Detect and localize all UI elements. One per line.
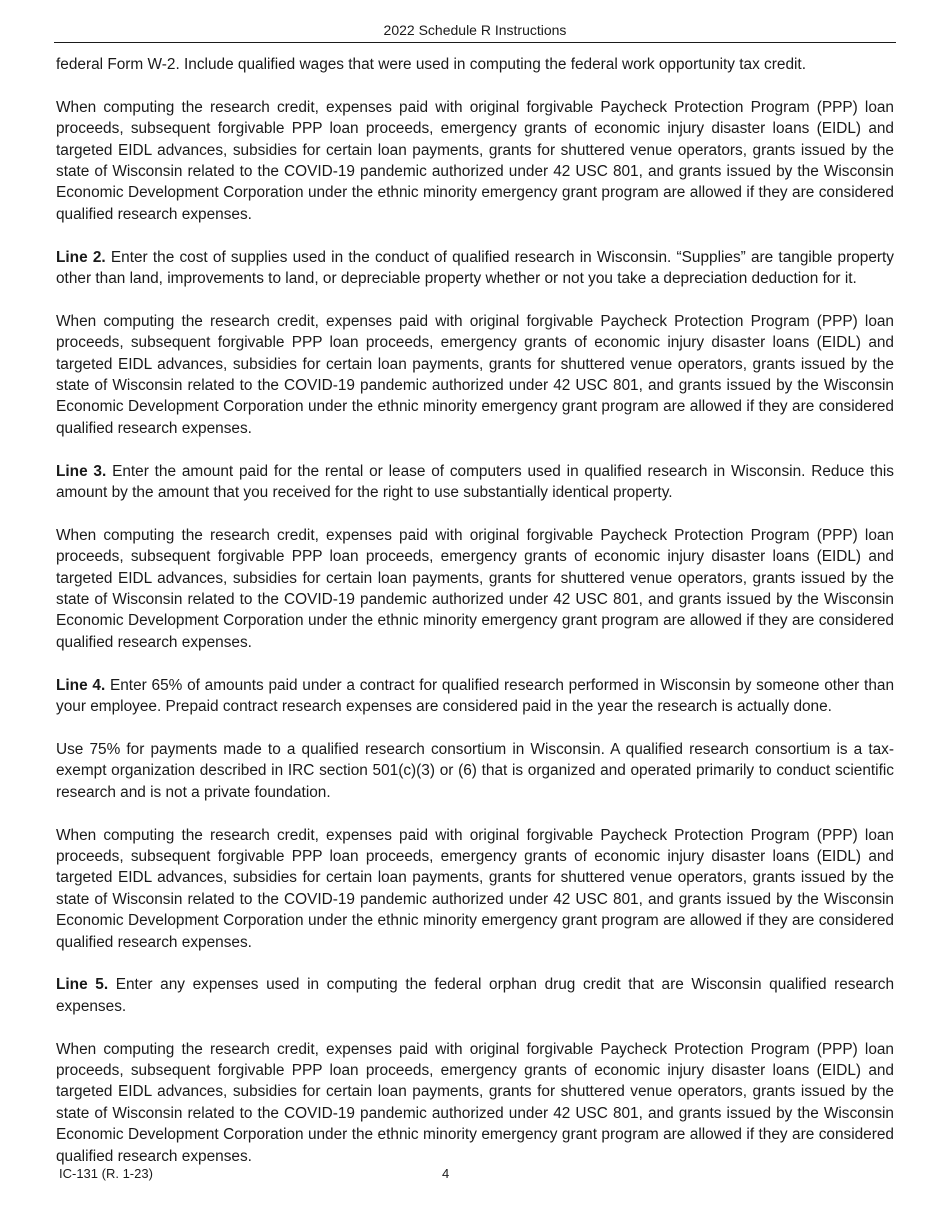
line-3-label: Line 3. xyxy=(56,462,107,480)
line-4-text: Enter 65% of amounts paid under a contract for qualified research performed in Wisconsin by someone other than your employee. Prepaid contract research expenses are considered paid in the year the research is actually done. xyxy=(56,676,895,716)
line-5-text: Enter any expenses used in computing the federal orphan drug credit that are Wisconsin qualified research expenses. xyxy=(56,976,895,1015)
instructions-body xyxy=(56,54,894,1167)
line-4-label: Line 4. xyxy=(56,676,106,694)
line-5-label: Line 5. xyxy=(56,976,109,994)
footer-page-number: 4 xyxy=(442,1166,450,1181)
line-4-consortium-paragraph: Use 75% for payments made to a qualified research consortium in Wisconsin. A qualified research consortium is a tax-exempt organization described in IRC section 501(c)(3) or (6) that is organized and operated primarily to conduct scientific research and is not a private foundation. xyxy=(56,740,894,801)
covid-note-line4: When computing the research credit, expenses paid with original forgivable Paycheck Protection Program (PPP) loan proceeds, subsequent forgivable PPP loan proceeds, emergency grants of economic injury disaster loans (EIDL) and targeted EIDL advances, subsidies for certain loan payments, grants for shuttered venue operators, grants issued by the state of Wisconsin related to the COVID-19 pandemic authorized under 42 USC 801, and grants issued by the Wisconsin Economic Development Corporation under the ethnic minority emergency grant program are allowed if they are considered qualified research expenses. xyxy=(56,826,894,951)
line-3-paragraph xyxy=(56,461,894,504)
covid-note-line1: When computing the research credit, expenses paid with original forgivable Paycheck Protection Program (PPP) loan proceeds, subsequent forgivable PPP loan proceeds, emergency grants of economic injury disaster loans (EIDL) and targeted EIDL advances, subsidies for certain loan payments, grants for shuttered venue operators, grants issued by the state of Wisconsin related to the COVID-19 pandemic authorized under 42 USC 801, and grants issued by the Wisconsin Economic Development Corporation under the ethnic minority emergency grant program are allowed if they are considered qualified research expenses. xyxy=(56,98,894,223)
intro-paragraph: federal Form W-2. Include qualified wages that were used in computing the federal work opportunity tax credit. xyxy=(56,56,806,73)
covid-note-line5: When computing the research credit, expenses paid with original forgivable Paycheck Protection Program (PPP) loan proceeds, subsequent forgivable PPP loan proceeds, emergency grants of economic injury disaster loans (EIDL) and targeted EIDL advances, subsidies for certain loan payments, grants for shuttered venue operators, grants issued by the state of Wisconsin related to the COVID-19 pandemic authorized under 42 USC 801, and grants issued by the Wisconsin Economic Development Corporation under the ethnic minority emergency grant program are allowed if they are considered qualified research expenses. xyxy=(56,1040,894,1165)
line-2-paragraph xyxy=(56,247,894,290)
header-rule xyxy=(54,42,896,43)
line-2-text: Enter the cost of supplies used in the conduct of qualified research in Wisconsin. “Supplies” are tangible property other than land, improvements to land, or depreciable property whether or not you take a depreciation deduction for it. xyxy=(56,248,895,288)
covid-note-line2: When computing the research credit, expenses paid with original forgivable Paycheck Protection Program (PPP) loan proceeds, subsequent forgivable PPP loan proceeds, emergency grants of economic injury disaster loans (EIDL) and targeted EIDL advances, subsidies for certain loan payments, grants for shuttered venue operators, grants issued by the state of Wisconsin related to the COVID-19 pandemic authorized under 42 USC 801, and grants issued by the Wisconsin Economic Development Corporation under the ethnic minority emergency grant program are allowed if they are considered qualified research expenses. xyxy=(56,312,894,437)
line-4-paragraph xyxy=(56,675,894,718)
covid-note-line3: When computing the research credit, expenses paid with original forgivable Paycheck Protection Program (PPP) loan proceeds, subsequent forgivable PPP loan proceeds, emergency grants of economic injury disaster loans (EIDL) and targeted EIDL advances, subsidies for certain loan payments, grants for shuttered venue operators, grants issued by the state of Wisconsin related to the COVID-19 pandemic authorized under 42 USC 801, and grants issued by the Wisconsin Economic Development Corporation under the ethnic minority emergency grant program are allowed if they are considered qualified research expenses. xyxy=(56,526,894,651)
line-5-paragraph xyxy=(56,974,894,1017)
footer-form-id: IC-131 (R. 1-23) xyxy=(59,1166,153,1181)
line-2-label: Line 2. xyxy=(56,248,106,266)
running-head-title: 2022 Schedule R Instructions xyxy=(383,22,567,38)
line-3-text: Enter the amount paid for the rental or lease of computers used in qualified research in Wisconsin. Reduce this amount by the amount that you received for the right to use substantially identical property. xyxy=(56,462,895,502)
